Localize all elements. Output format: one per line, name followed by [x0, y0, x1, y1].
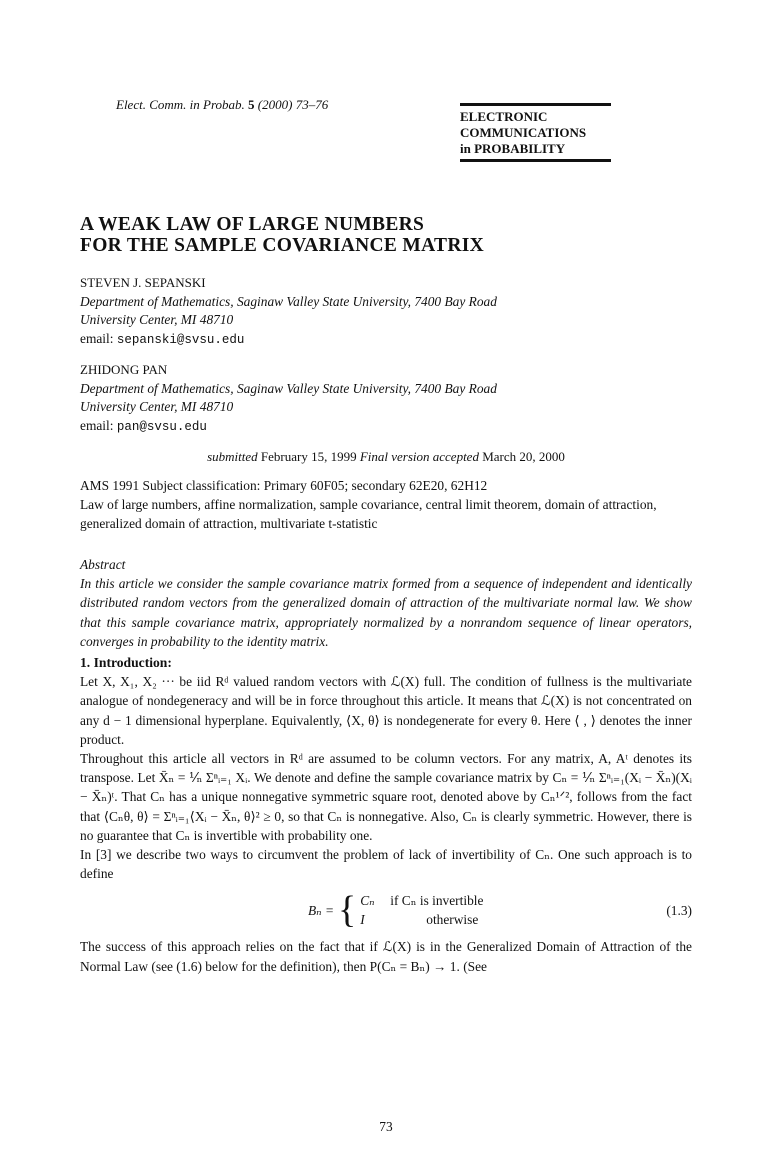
author-email[interactable]: pan@svsu.edu — [116, 419, 207, 434]
equation-case — [360, 891, 483, 910]
author-block — [80, 361, 692, 436]
journal-year-pages: (2000) 73–76 — [257, 97, 329, 112]
title-line: A WEAK LAW OF LARGE NUMBERS — [80, 214, 425, 235]
equation-1-3 — [80, 887, 692, 933]
submission-dates — [80, 448, 692, 466]
case-condition: otherwise — [426, 912, 479, 928]
equation-cases — [360, 891, 483, 929]
ams-classification: AMS 1991 Subject classification: Primary 60F05; secondary 62E20, 62H12 — [80, 478, 488, 493]
journal-logo — [460, 103, 611, 162]
email-label: email: — [80, 417, 114, 433]
abstract — [80, 555, 692, 651]
paragraph: Let X, X₁, X₂ ··· be iid Rᵈ valued random vectors with ℒ(X) full. The condition of fullness is the multivariate analogue of nondegeneracy and will be in force throughout this article. It means that ℒ(X) is not concentrated on any d − 1 dimensional hyperplane. Equivalently, ⟨X, θ⟩ is nondegenerate for every θ. Here ⟨ , ⟩ denotes the inner product. — [80, 674, 692, 747]
author-affiliation: Department of Mathematics, Saginaw Valley State University, 7400 Bay Road — [80, 380, 497, 396]
paragraph: In [3] we describe two ways to circumvent the problem of lack of invertibility of Cₙ. One such approach is to define — [80, 847, 692, 882]
equation-lhs: Bₙ = — [308, 902, 334, 918]
final-date: March 20, 2000 — [482, 449, 565, 464]
submitted-label: submitted — [207, 449, 258, 464]
paragraph: Throughout this article all vectors in Rᵈ are assumed to be column vectors. For any matrix, A, Aᵗ denotes its transpose. Let X̄ₙ = ⅟ₙ Σⁿᵢ₌₁ Xᵢ. We denote and define the sample covariance matrix by Cₙ = ⅟ₙ Σⁿᵢ₌₁(Xᵢ − X̄ₙ)(Xᵢ − X̄ₙ)ᵗ. That Cₙ has a unique nonnegative symmetric square root, denoted above by Cₙ¹ᐟ², follows from the fact that ⟨Cₙθ, θ⟩ = Σⁿᵢ₌₁⟨Xᵢ − X̄ₙ, θ⟩² ≥ 0, so that Cₙ is nonnegative. Also, Cₙ is clearly symmetric. However, there is no guarantee that Cₙ is invertible with probability one. — [80, 751, 692, 843]
section-heading: 1. Introduction: — [80, 655, 172, 671]
case-value: I — [360, 912, 365, 928]
journal-volume: 5 — [248, 97, 255, 112]
keywords: Law of large numbers, affine normalization, sample covariance, central limit theorem, domain of attraction, generalized domain of attraction, multivariate t-statistic — [80, 497, 657, 531]
case-condition: if Cₙ is invertible — [390, 893, 484, 909]
email-label: email: — [80, 330, 114, 346]
equation-case — [360, 910, 483, 929]
abstract-heading: Abstract — [80, 557, 126, 572]
author-email[interactable]: sepanski@svsu.edu — [116, 332, 245, 347]
page-header — [80, 96, 692, 162]
case-value: Cₙ — [360, 893, 375, 909]
submitted-date: February 15, 1999 — [260, 449, 357, 464]
final-label: Final version accepted — [359, 449, 479, 464]
author-block — [80, 274, 692, 349]
paragraph: The success of this approach relies on the fact that if ℒ(X) is in the Generalized Domain of Attraction of the Normal Law (see (1.6) below for the definition), then P(Cₙ = Bₙ) → 1. (See — [80, 939, 692, 974]
left-brace-icon: { — [338, 889, 357, 932]
author-affiliation: University Center, MI 48710 — [80, 312, 234, 327]
author-affiliation: Department of Mathematics, Saginaw Valley State University, 7400 Bay Road — [80, 293, 497, 309]
title-line: FOR THE SAMPLE COVARIANCE MATRIX — [80, 235, 484, 256]
equation-number: (1.3) — [666, 902, 692, 918]
introduction-section — [80, 653, 692, 883]
journal-citation — [116, 96, 328, 114]
journal-name: Elect. Comm. in Probab. — [116, 97, 245, 112]
logo-line: COMMUNICATIONS — [460, 125, 587, 140]
abstract-text: In this article we consider the sample covariance matrix formed from a sequence of independent and identically distributed random vectors from the generalized domain of attraction of the multivariate normal law. We show that this sample covariance matrix, appropriately normalized by a nonrandom sequence of linear operators, converges in probability to the identity matrix. — [80, 576, 692, 649]
author-affiliation: University Center, MI 48710 — [80, 399, 234, 414]
logo-line: ELECTRONIC — [460, 109, 548, 124]
author-name: STEVEN J. SEPANSKI — [80, 275, 206, 290]
classification-block — [80, 476, 692, 533]
paper-title — [80, 214, 692, 256]
author-name: ZHIDONG PAN — [80, 362, 168, 377]
logo-line: in PROBABILITY — [460, 141, 566, 156]
page-number: 73 — [379, 1118, 393, 1134]
